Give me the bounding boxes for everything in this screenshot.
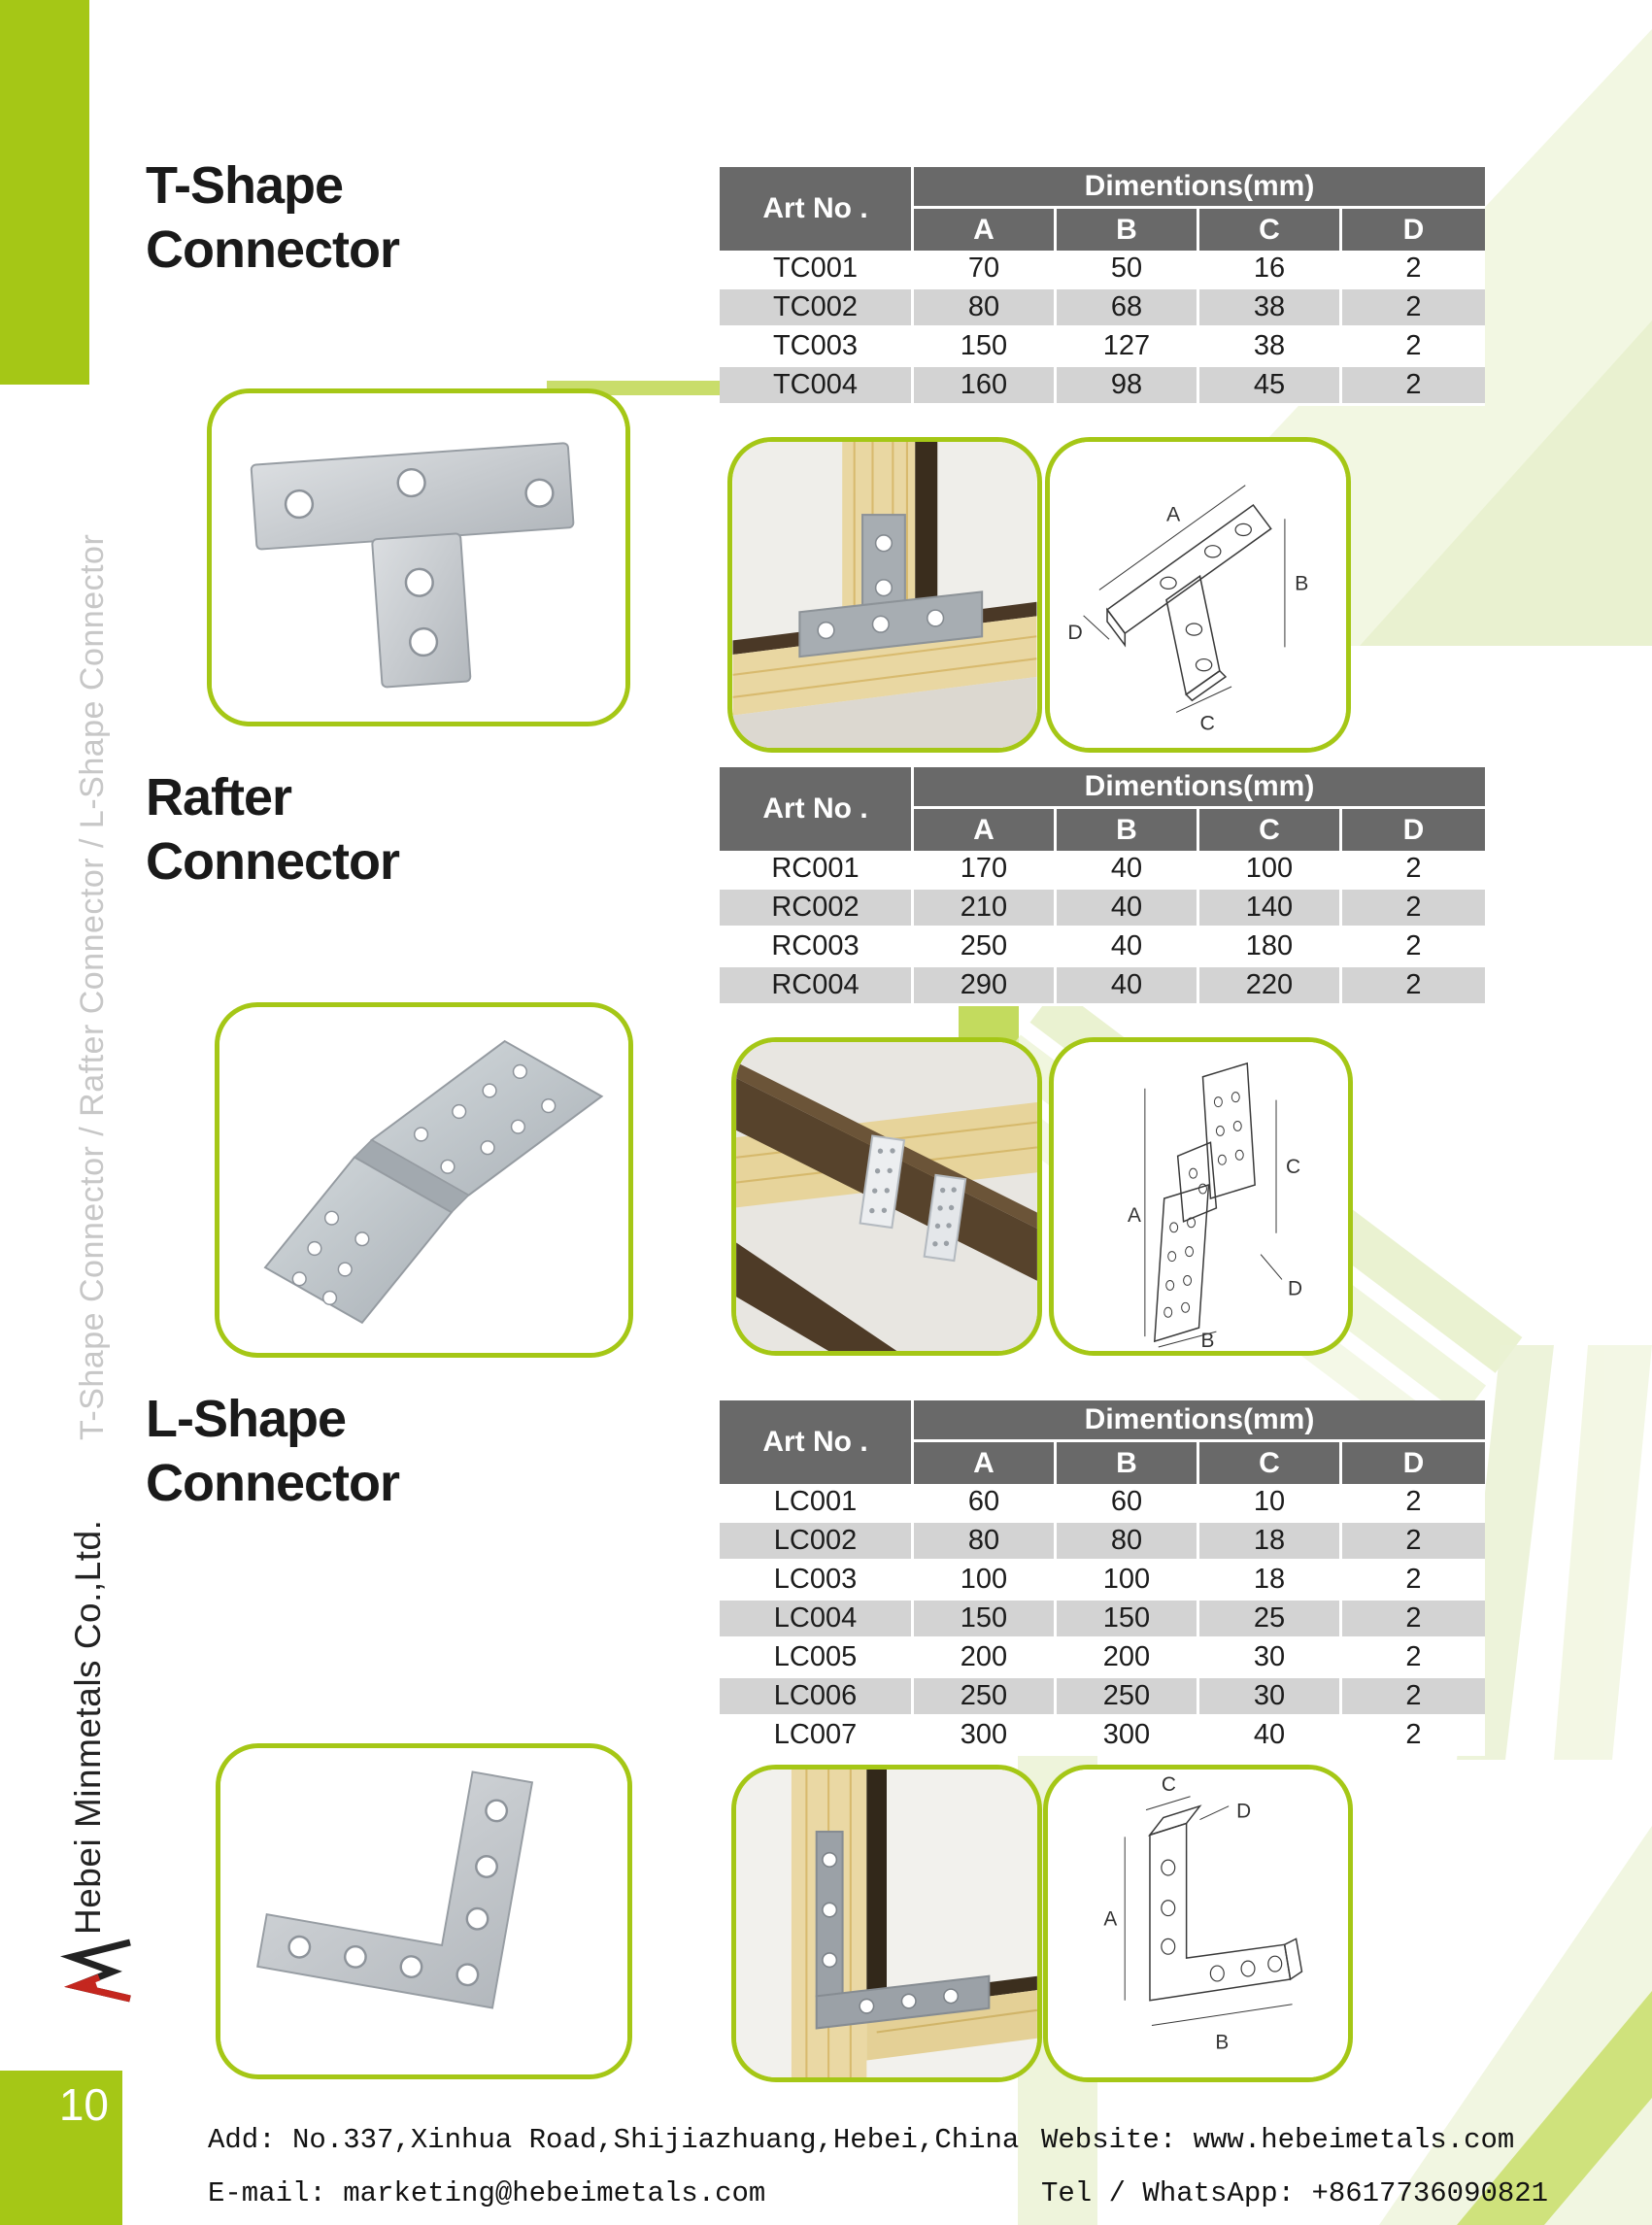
footer-address: Add: No.337,Xinhua Road,Shijiazhuang,Hebei,China xyxy=(208,2124,1020,2156)
table-cell-value: 127 xyxy=(1057,328,1199,367)
table-cell-value: 18 xyxy=(1199,1562,1342,1601)
table-col-header-b: B xyxy=(1057,209,1199,251)
table-cell-art-no: LC001 xyxy=(720,1484,914,1523)
dim-label-a: A xyxy=(1127,1203,1141,1227)
table-cell-value: 2 xyxy=(1342,251,1485,289)
table-header-dimensions: Dimentions(mm) xyxy=(914,167,1485,209)
dim-label-d: D xyxy=(1236,1800,1252,1823)
t-shape-spec-table xyxy=(720,167,1487,406)
t-shape-installation-photo xyxy=(727,437,1042,753)
table-cell-value: 80 xyxy=(1057,1523,1199,1562)
dim-label-c: C xyxy=(1161,1772,1176,1796)
table-cell-value: 150 xyxy=(914,1601,1057,1639)
table-row xyxy=(720,890,1485,928)
table-cell-value: 300 xyxy=(914,1717,1057,1756)
table-row xyxy=(720,289,1485,328)
table-cell-value: 10 xyxy=(1199,1484,1342,1523)
table-cell-value: 250 xyxy=(1057,1678,1199,1717)
table-cell-value: 40 xyxy=(1057,967,1199,1006)
minmetals-m-logo-icon xyxy=(60,1929,144,2012)
table-cell-value: 98 xyxy=(1057,367,1199,406)
table-cell-art-no: TC004 xyxy=(720,367,914,406)
table-cell-value: 170 xyxy=(914,851,1057,890)
spec-table xyxy=(720,767,1485,1006)
table-cell-art-no: TC003 xyxy=(720,328,914,367)
footer-website: Website: www.hebeimetals.com xyxy=(1041,2124,1515,2156)
table-cell-value: 210 xyxy=(914,890,1057,928)
table-cell-value: 2 xyxy=(1342,1678,1485,1717)
table-col-header-a: A xyxy=(914,1442,1057,1484)
table-cell-value: 2 xyxy=(1342,1601,1485,1639)
rafter-installation-photo xyxy=(731,1037,1042,1356)
table-cell-art-no: LC006 xyxy=(720,1678,914,1717)
table-row xyxy=(720,967,1485,1006)
table-row xyxy=(720,1484,1485,1523)
table-header-art-no: Art No . xyxy=(720,767,914,851)
table-header-dimensions: Dimentions(mm) xyxy=(914,767,1485,809)
table-col-header-b: B xyxy=(1057,1442,1199,1484)
title-line: Rafter xyxy=(146,768,292,826)
table-cell-value: 60 xyxy=(914,1484,1057,1523)
table-row xyxy=(720,1562,1485,1601)
footer-right xyxy=(1041,2113,1548,2220)
table-row xyxy=(720,1678,1485,1717)
dim-label-d: D xyxy=(1067,621,1083,645)
dim-label-a: A xyxy=(1165,502,1181,526)
sidebar-products-label: T-Shape Connector / Rafter Connector / L-Shape Connector xyxy=(74,533,111,1440)
table-cell-art-no: LC002 xyxy=(720,1523,914,1562)
table-row xyxy=(720,928,1485,967)
table-cell-value: 2 xyxy=(1342,1639,1485,1678)
table-row xyxy=(720,251,1485,289)
table-cell-value: 2 xyxy=(1342,1484,1485,1523)
table-col-header-c: C xyxy=(1199,809,1342,851)
table-cell-value: 68 xyxy=(1057,289,1199,328)
table-cell-value: 80 xyxy=(914,289,1057,328)
table-cell-art-no: RC004 xyxy=(720,967,914,1006)
table-cell-value: 2 xyxy=(1342,1562,1485,1601)
title-line: Connector xyxy=(146,832,399,891)
t-shape-product-photo xyxy=(207,388,630,726)
table-cell-value: 150 xyxy=(1057,1601,1199,1639)
table-cell-value: 40 xyxy=(1199,1717,1342,1756)
dim-label-b: B xyxy=(1215,2031,1230,2054)
table-row xyxy=(720,328,1485,367)
table-col-header-c: C xyxy=(1199,1442,1342,1484)
table-cell-value: 140 xyxy=(1199,890,1342,928)
table-cell-value: 220 xyxy=(1199,967,1342,1006)
table-cell-value: 40 xyxy=(1057,851,1199,890)
table-cell-value: 100 xyxy=(1057,1562,1199,1601)
section-title-rafter xyxy=(146,765,602,893)
table-cell-value: 25 xyxy=(1199,1601,1342,1639)
table-cell-value: 200 xyxy=(1057,1639,1199,1678)
table-cell-value: 40 xyxy=(1057,890,1199,928)
table-cell-value: 30 xyxy=(1199,1639,1342,1678)
table-row xyxy=(720,1523,1485,1562)
footer-tel: Tel / WhatsApp: +8617736090821 xyxy=(1041,2177,1549,2209)
l-shape-technical-drawing xyxy=(1043,1765,1353,2082)
table-cell-value: 40 xyxy=(1057,928,1199,967)
table-cell-value: 2 xyxy=(1342,967,1485,1006)
table-col-header-d: D xyxy=(1342,1442,1485,1484)
t-shape-technical-drawing xyxy=(1045,437,1351,753)
table-row xyxy=(720,367,1485,406)
footer-left xyxy=(208,2113,1019,2220)
table-cell-art-no: RC001 xyxy=(720,851,914,890)
table-cell-value: 160 xyxy=(914,367,1057,406)
l-shape-product-photo xyxy=(216,1743,632,2079)
footer-email: E-mail: marketing@hebeimetals.com xyxy=(208,2177,766,2209)
rafter-technical-drawing xyxy=(1049,1037,1353,1356)
table-cell-value: 2 xyxy=(1342,928,1485,967)
rafter-product-photo xyxy=(215,1002,633,1358)
table-cell-value: 2 xyxy=(1342,851,1485,890)
title-line: Connector xyxy=(146,1454,399,1512)
table-cell-value: 100 xyxy=(914,1562,1057,1601)
table-cell-value: 18 xyxy=(1199,1523,1342,1562)
table-cell-value: 300 xyxy=(1057,1717,1199,1756)
table-cell-value: 80 xyxy=(914,1523,1057,1562)
spec-table xyxy=(720,167,1485,406)
table-col-header-a: A xyxy=(914,209,1057,251)
table-cell-art-no: LC004 xyxy=(720,1601,914,1639)
dim-label-c: C xyxy=(1199,711,1215,735)
sidebar-company-label: Hebei Minmetals Co.,Ltd. xyxy=(68,1519,108,1935)
dim-label-b: B xyxy=(1295,571,1309,595)
rafter-spec-table xyxy=(720,767,1487,1006)
table-cell-value: 60 xyxy=(1057,1484,1199,1523)
l-shape-spec-table xyxy=(720,1400,1487,1756)
title-line: L-Shape xyxy=(146,1390,347,1448)
table-row xyxy=(720,851,1485,890)
table-col-header-c: C xyxy=(1199,209,1342,251)
table-col-header-d: D xyxy=(1342,209,1485,251)
table-cell-value: 2 xyxy=(1342,1523,1485,1562)
table-row xyxy=(720,1717,1485,1756)
table-cell-art-no: RC002 xyxy=(720,890,914,928)
dim-label-c: C xyxy=(1285,1156,1301,1179)
table-header-art-no: Art No . xyxy=(720,1400,914,1484)
table-col-header-d: D xyxy=(1342,809,1485,851)
table-cell-art-no: LC003 xyxy=(720,1562,914,1601)
left-accent-bar xyxy=(0,0,89,385)
table-cell-value: 250 xyxy=(914,928,1057,967)
table-cell-art-no: LC005 xyxy=(720,1639,914,1678)
table-cell-value: 2 xyxy=(1342,328,1485,367)
table-cell-value: 100 xyxy=(1199,851,1342,890)
table-row xyxy=(720,1601,1485,1639)
table-cell-art-no: TC001 xyxy=(720,251,914,289)
spec-table xyxy=(720,1400,1485,1756)
table-cell-value: 38 xyxy=(1199,289,1342,328)
table-cell-value: 38 xyxy=(1199,328,1342,367)
page-number: 10 xyxy=(58,2079,109,2130)
section-title-l-shape xyxy=(146,1387,602,1515)
table-cell-value: 2 xyxy=(1342,890,1485,928)
table-col-header-a: A xyxy=(914,809,1057,851)
table-col-header-b: B xyxy=(1057,809,1199,851)
table-cell-value: 2 xyxy=(1342,367,1485,406)
dim-label-a: A xyxy=(1103,1907,1118,1931)
l-shape-installation-photo xyxy=(731,1765,1042,2082)
table-header-art-no: Art No . xyxy=(720,167,914,251)
table-cell-value: 200 xyxy=(914,1639,1057,1678)
table-cell-art-no: TC002 xyxy=(720,289,914,328)
table-cell-value: 2 xyxy=(1342,1717,1485,1756)
table-row xyxy=(720,1639,1485,1678)
table-cell-value: 250 xyxy=(914,1678,1057,1717)
table-header-dimensions: Dimentions(mm) xyxy=(914,1400,1485,1442)
page-number-box xyxy=(0,2071,122,2225)
table-cell-value: 150 xyxy=(914,328,1057,367)
table-cell-value: 50 xyxy=(1057,251,1199,289)
table-cell-value: 180 xyxy=(1199,928,1342,967)
section-title-t-shape xyxy=(146,153,602,282)
dim-label-d: D xyxy=(1287,1277,1303,1300)
title-line: Connector xyxy=(146,220,399,279)
table-cell-art-no: RC003 xyxy=(720,928,914,967)
table-cell-art-no: LC007 xyxy=(720,1717,914,1756)
table-cell-value: 30 xyxy=(1199,1678,1342,1717)
table-cell-value: 45 xyxy=(1199,367,1342,406)
table-cell-value: 2 xyxy=(1342,289,1485,328)
dim-label-b: B xyxy=(1200,1330,1215,1351)
table-cell-value: 16 xyxy=(1199,251,1342,289)
table-cell-value: 290 xyxy=(914,967,1057,1006)
table-cell-value: 70 xyxy=(914,251,1057,289)
title-line: T-Shape xyxy=(146,156,344,215)
